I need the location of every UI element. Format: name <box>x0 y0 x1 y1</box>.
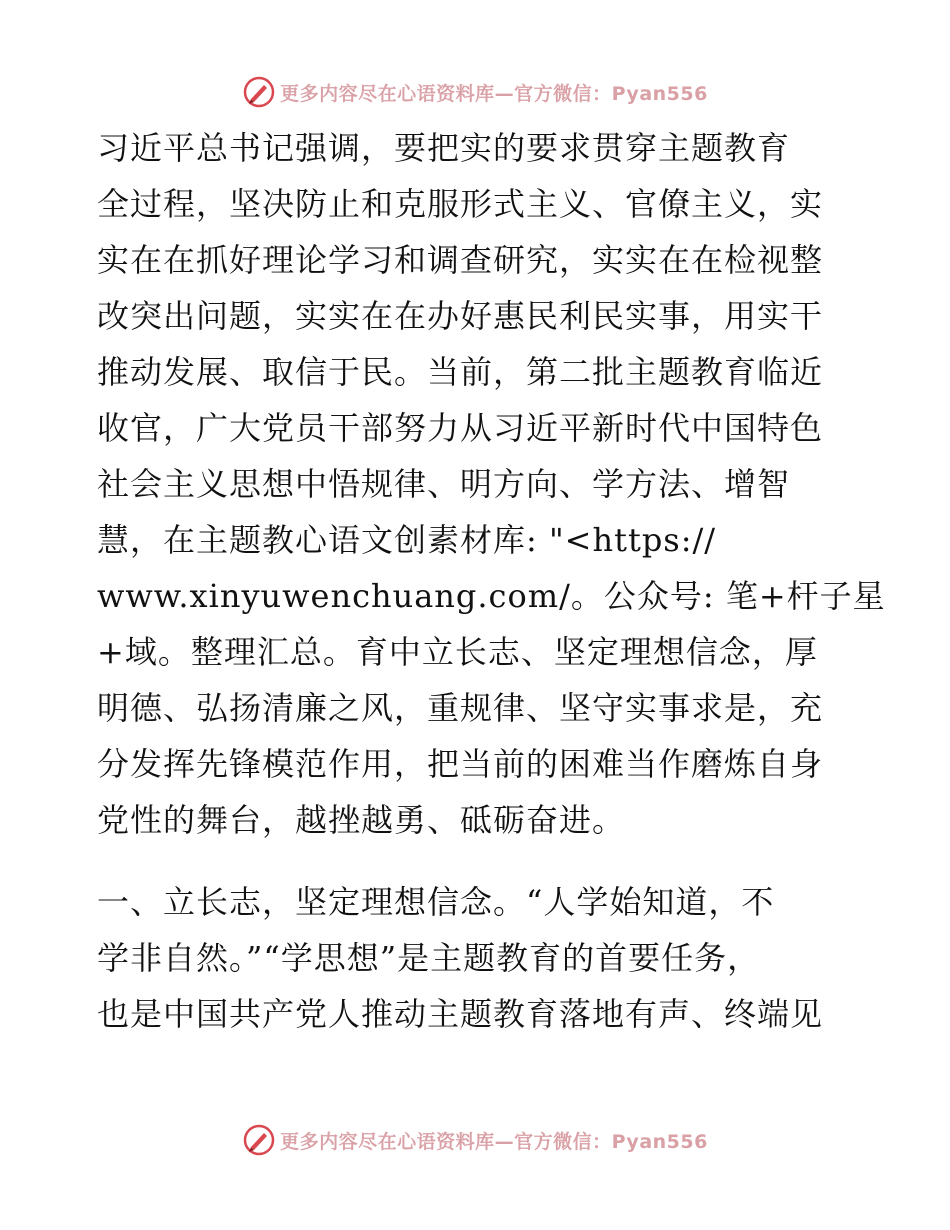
text-line: 习近平总书记强调，要把实的要求贯穿主题教育 <box>97 129 791 167</box>
footer-banner <box>0 1120 950 1160</box>
text-line: www.xinyuwenchuang.com/。公众号: 笔+杆子星 <box>97 577 886 615</box>
text-line: 社会主义思想中悟规律、明方向、学方法、增智 <box>97 465 791 503</box>
text-line: 分发挥先锋模范作用，把当前的困难当作磨炼自身 <box>97 745 824 783</box>
text-line: 慧，在主题教心语文创素材库: "<https:// <box>97 521 717 559</box>
text-line: 改突出问题，实实在在办好惠民利民实事，用实干 <box>97 297 824 335</box>
document-body <box>97 120 886 1042</box>
paragraph-gap <box>97 848 857 874</box>
text-line: 也是中国共产党人推动主题教育落地有声、终端见 <box>97 995 824 1033</box>
text-line: 推动发展、取信于民。当前，第二批主题教育临近 <box>97 353 824 391</box>
text-line: 全过程，坚决防止和克服形式主义、官僚主义，实 <box>97 185 824 223</box>
text-line: 明德、弘扬清廉之风，重规律、坚守实事求是，充 <box>97 689 824 727</box>
text-line: 实在在抓好理论学习和调查研究，实实在在检视整 <box>97 241 824 279</box>
paragraph-2 <box>97 874 857 1042</box>
text-line: 收官，广大党员干部努力从习近平新时代中国特色 <box>97 409 824 447</box>
pen-logo-icon <box>242 1123 276 1157</box>
text-line: 一、立长志，坚定理想信念。“人学始知道，不 <box>97 883 775 921</box>
text-line: +域。整理汇总。育中立长志、坚定理想信念，厚 <box>97 633 818 671</box>
header-banner <box>0 72 950 112</box>
text-line: 学非自然。”“学思想”是主题教育的首要任务， <box>97 939 761 977</box>
paragraph-1 <box>97 120 886 848</box>
header-banner-text: 更多内容尽在心语资料库—官方微信：Pyan556 <box>280 82 708 105</box>
text-line: 党性的舞台，越挫越勇、砥砺奋进。 <box>97 801 626 839</box>
pen-logo-icon <box>242 75 276 109</box>
footer-banner-text: 更多内容尽在心语资料库—官方微信：Pyan556 <box>280 1130 708 1153</box>
